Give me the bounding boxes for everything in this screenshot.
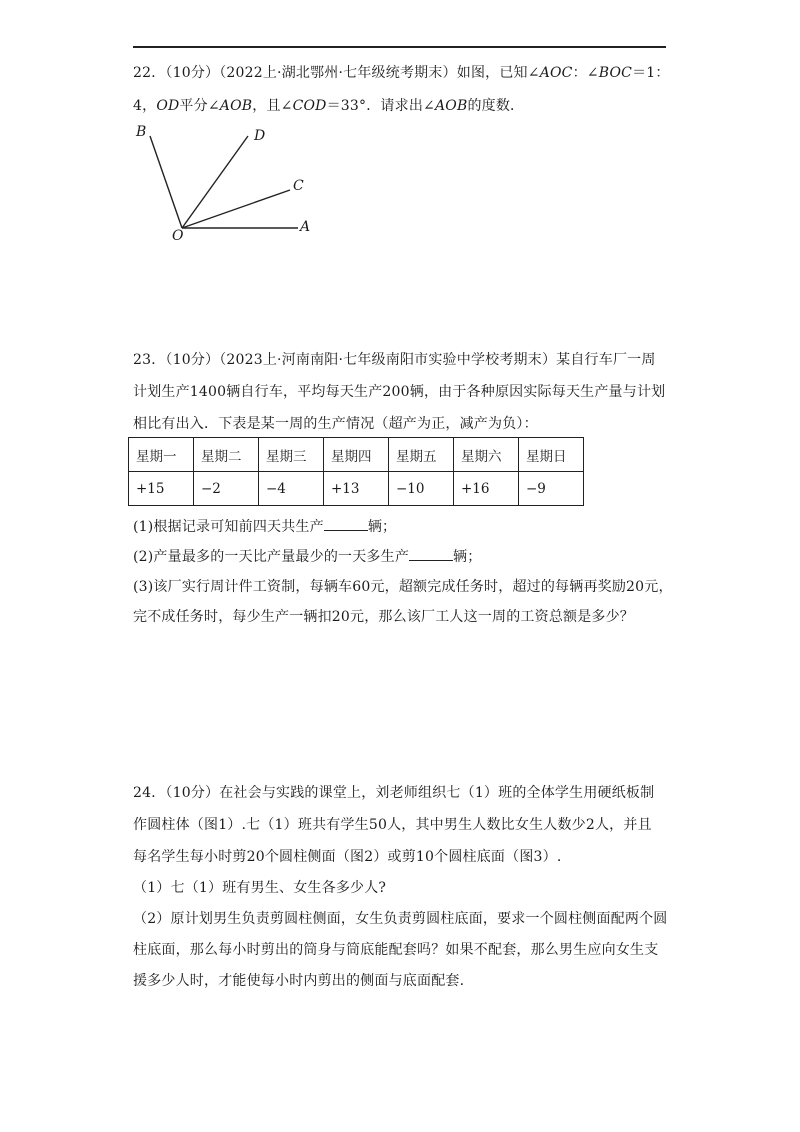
table-cell: +13: [324, 472, 389, 506]
answer-blank[interactable]: [324, 518, 368, 531]
q24-sub2-line1: （2）原计划男生负责剪圆柱侧面，女生负责剪圆柱底面，要求一个圆柱侧面配两个圆: [133, 911, 668, 927]
label-A: A: [300, 219, 311, 235]
table-cell: +16: [454, 472, 519, 506]
table-cell: −10: [389, 472, 454, 506]
ray-OB: [150, 136, 182, 228]
table-cell: −9: [519, 472, 584, 506]
q23-line2: 计划生产1400辆自行车，平均每天生产200辆，由于各种原因实际每天生产量与计划: [133, 384, 666, 400]
table-header-cell: 星期四: [324, 438, 389, 472]
table-header-cell: 星期三: [259, 438, 324, 472]
table-header-cell: 星期五: [389, 438, 454, 472]
ray-OD: [182, 136, 248, 228]
table-header-cell: 星期日: [519, 438, 584, 472]
table-header-cell: 星期二: [194, 438, 259, 472]
answer-blank[interactable]: [409, 548, 453, 561]
table-cell: +15: [129, 472, 194, 506]
angle-figure: [130, 118, 330, 248]
q22-line2: 4，OD平分∠AOB，且∠COD＝33°．请求出∠AOB的度数．: [133, 98, 525, 114]
top-rule: [133, 46, 666, 48]
q24-line2: 作圆柱体（图1）.七（1）班共有学生50人，其中男生人数比女生人数少2人，并且: [133, 817, 652, 833]
q24-line3: 每名学生每小时剪20个圆柱侧面（图2）或剪10个圆柱底面（图3）.: [133, 849, 562, 865]
label-D: D: [254, 128, 266, 144]
q24-line1: 24．（10分）在社会与实践的课堂上，刘老师组织七（1）班的全体学生用硬纸板制: [133, 785, 655, 801]
table-header-cell: 星期六: [454, 438, 519, 472]
table-cell: −2: [194, 472, 259, 506]
q24-sub2-line2: 柱底面，那么每小时剪出的筒身与筒底能配套吗？如果不配套，那么男生应向女生支: [133, 942, 659, 958]
q22-line1: 22．（10分）（2022上·湖北鄂州·七年级统考期末）如图，已知∠AOC：∠BOC＝1：: [133, 65, 670, 81]
ray-OC: [182, 190, 290, 228]
production-table: [128, 437, 584, 506]
q23-line1: 23．（10分）（2023上·河南南阳·七年级南阳市实验中学校考期末）某自行车厂一周: [133, 352, 656, 368]
table-row: [129, 472, 584, 506]
table-header-cell: 星期一: [129, 438, 194, 472]
q23-sub3-line2: 完不成任务时，每少生产一辆扣20元，那么该厂工人这一周的工资总额是多少？: [133, 609, 635, 625]
label-C: C: [293, 178, 304, 194]
q24-sub2-line3: 援多少人时，才能使每小时内剪出的侧面与底面配套.: [133, 973, 465, 989]
q24-sub1: （1）七（1）班有男生、女生各多少人?: [133, 880, 387, 896]
label-O: O: [172, 228, 184, 244]
table-cell: −4: [259, 472, 324, 506]
q23-sub3-line1: (3)该厂实行周计件工资制，每辆车60元，超额完成任务时，超过的每辆再奖励20元，: [133, 579, 673, 595]
q23-sub2: (2)产量最多的一天比产量最少的一天多生产 辆；: [133, 549, 482, 565]
label-B: B: [136, 124, 147, 140]
q23-sub1: (1)根据记录可知前四天共生产 辆；: [133, 519, 397, 535]
q23-line3: 相比有出入．下表是某一周的生产情况（超产为正，减产为负）：: [133, 416, 538, 432]
table-header-row: [129, 438, 584, 472]
